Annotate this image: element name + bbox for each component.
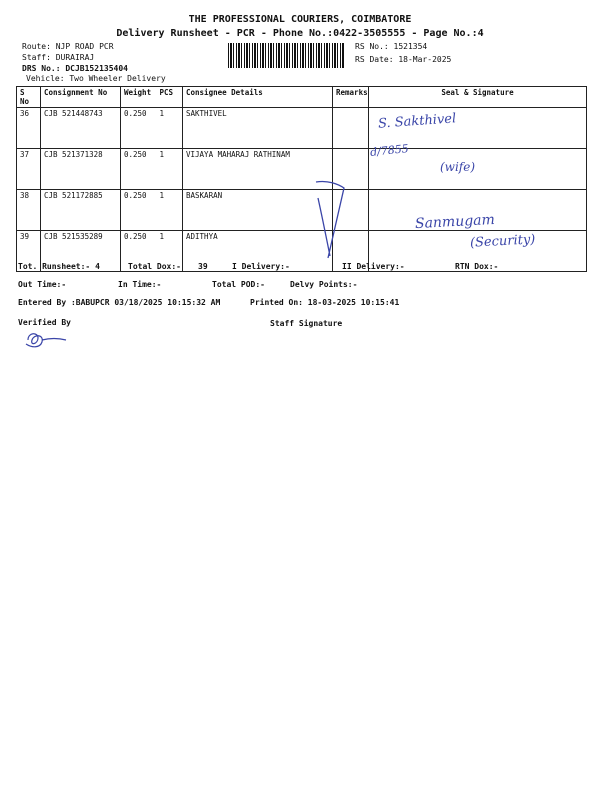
rtn-dox: RTN Dox:- bbox=[455, 262, 499, 271]
cell-consignment: CJB 521172885 bbox=[41, 190, 121, 231]
cell-pcs: 1 bbox=[157, 108, 183, 149]
cell-consignment: CJB 521535289 bbox=[41, 231, 121, 272]
total-dox-value: 39 bbox=[198, 262, 208, 271]
signature-row39: Sanmugam bbox=[414, 211, 496, 233]
signature-row37: d/7855 bbox=[369, 142, 410, 159]
cell-pcs: 1 bbox=[157, 190, 183, 231]
cell-consignment: CJB 521448743 bbox=[41, 108, 121, 149]
staff-label: Staff: DURAIRAJ bbox=[22, 53, 95, 62]
signature-row39-note: (Security) bbox=[469, 232, 536, 251]
i-delivery: I Delivery:- bbox=[232, 262, 290, 271]
cell-weight: 0.250 bbox=[121, 190, 157, 231]
entered-by: Entered By :BABUPCR 03/18/2025 10:15:32 AM bbox=[18, 298, 221, 307]
cell-weight: 0.250 bbox=[121, 149, 157, 190]
total-dox-label: Total Dox:- bbox=[128, 262, 181, 271]
route-label: Route: NJP ROAD PCR bbox=[22, 42, 114, 51]
ii-delivery: II Delivery:- bbox=[342, 262, 405, 271]
cell-consignment: CJB 521371328 bbox=[41, 149, 121, 190]
runsheet-subtitle: Delivery Runsheet - PCR - Phone No.:0422-3505555 - Page No.:4 bbox=[116, 28, 484, 39]
col-consignee: Consignee Details bbox=[183, 87, 333, 108]
table-header-row bbox=[17, 87, 587, 108]
cell-remarks bbox=[333, 108, 369, 149]
cell-sno: 38 bbox=[17, 190, 41, 231]
pen-stroke bbox=[300, 176, 360, 266]
verified-signature bbox=[22, 328, 72, 350]
cell-consignee: ADITHYA bbox=[183, 231, 333, 272]
total-pod: Total POD:- bbox=[212, 280, 265, 289]
cell-sno: 39 bbox=[17, 231, 41, 272]
cell-pcs: 1 bbox=[157, 231, 183, 272]
tot-runsheet: Tot. Runsheet:- 4 bbox=[18, 262, 100, 271]
in-time: In Time:- bbox=[118, 280, 162, 289]
rs-date: RS Date: 18-Mar-2025 bbox=[355, 55, 452, 64]
col-pcs: PCS bbox=[157, 87, 183, 108]
rs-number: RS No.: 1521354 bbox=[355, 42, 428, 51]
out-time: Out Time:- bbox=[18, 280, 67, 289]
signature-row36: S. Sakthivel bbox=[377, 111, 457, 132]
cell-consignee: SAKTHIVEL bbox=[183, 108, 333, 149]
col-consignment: Consignment No bbox=[41, 87, 121, 108]
col-remarks: Remarks bbox=[333, 87, 369, 108]
cell-weight: 0.250 bbox=[121, 231, 157, 272]
drs-number: DRS No.: DCJB152135404 bbox=[22, 64, 128, 73]
vehicle-label: Vehicle: Two Wheeler Delivery bbox=[26, 74, 166, 83]
col-weight: Weight bbox=[121, 87, 157, 108]
table-row bbox=[17, 108, 587, 149]
printed-on: Printed On: 18-03-2025 10:15:41 bbox=[250, 298, 400, 307]
staff-signature-label: Staff Signature bbox=[270, 319, 343, 328]
signature-row37-note: (wife) bbox=[440, 160, 476, 174]
company-title: THE PROFESSIONAL COURIERS, COIMBATORE bbox=[188, 14, 412, 25]
col-signature: Seal & Signature bbox=[369, 87, 587, 108]
cell-sno: 36 bbox=[17, 108, 41, 149]
col-sno: S No bbox=[17, 87, 41, 108]
cell-consignee: BASKARAN bbox=[183, 190, 333, 231]
cell-sno: 37 bbox=[17, 149, 41, 190]
delvy-points: Delvy Points:- bbox=[290, 280, 358, 289]
cell-weight: 0.250 bbox=[121, 108, 157, 149]
barcode bbox=[228, 43, 344, 68]
verified-by: Verified By bbox=[18, 318, 71, 327]
cell-consignee: VIJAYA MAHARAJ RATHINAM bbox=[183, 149, 333, 190]
cell-pcs: 1 bbox=[157, 149, 183, 190]
